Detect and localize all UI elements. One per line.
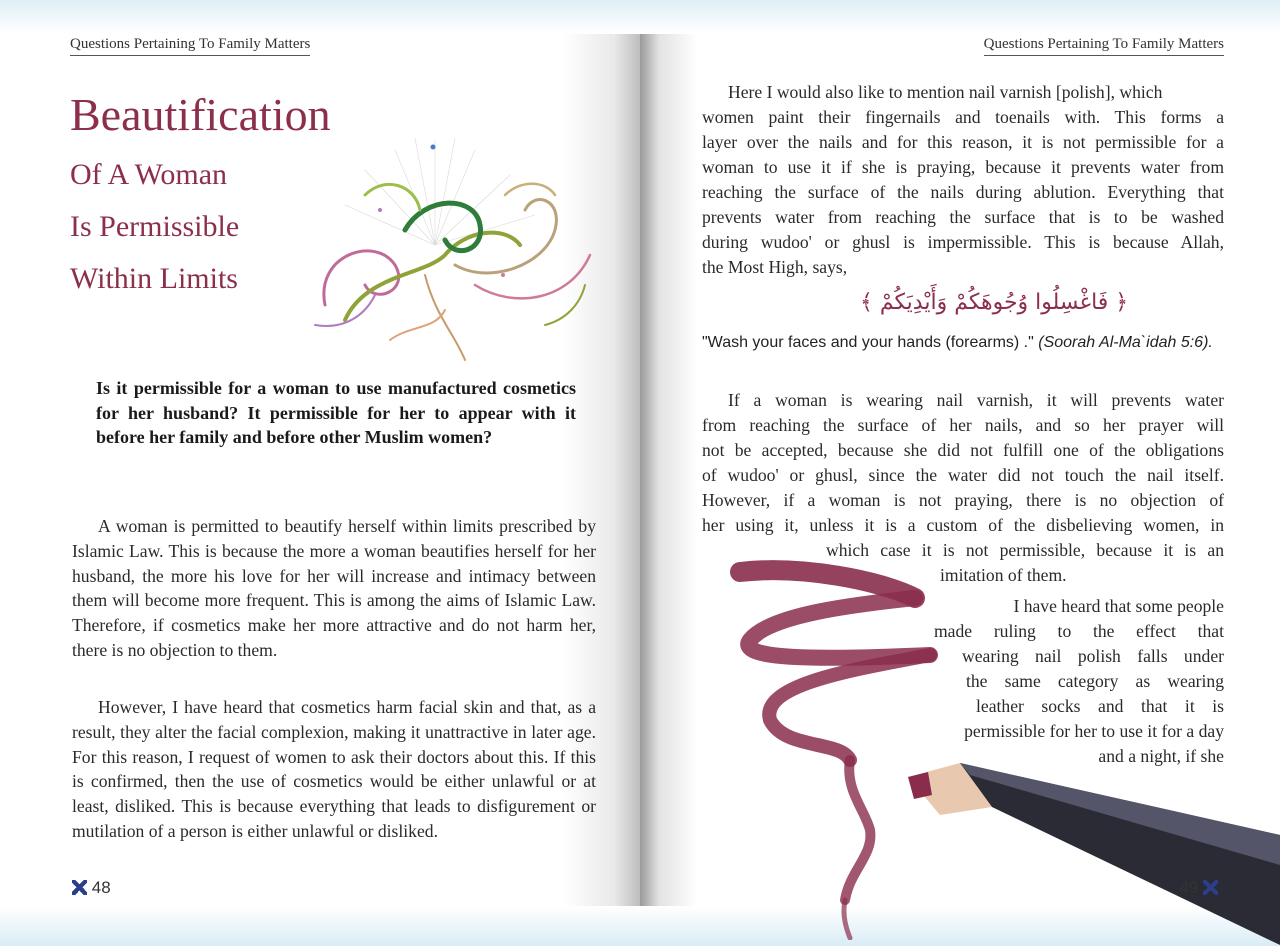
top-band	[640, 0, 1280, 34]
right-page	[640, 0, 1280, 946]
page-number-right	[1179, 878, 1218, 898]
cross-diamond-icon	[72, 880, 87, 895]
para2-line: imitation of them.	[940, 565, 1067, 585]
para2-line: from reaching the surface of her nails, and so her prayer will	[702, 415, 1224, 435]
para2-line: However, if a woman is not praying, there is no objection of	[702, 490, 1224, 510]
para3-line: the same category as wearing	[966, 671, 1224, 691]
page-number-text: 49	[1179, 878, 1199, 897]
para3-line: and a night, if she	[1098, 746, 1224, 766]
answer-paragraph-2: However, I have heard that cosmetics harm facial skin and that, as a result, they alter the facial complexion, making it unattractive in later age. For this reason, I request of women to ask their doctors about this. If this is confirmed, then the use of cosmetics would be either unlawful or at least, disliked. This is because everything that leads to disfigurement or mutilation of a person is either unlawful or disliked.	[72, 697, 596, 841]
para2-line: not be accepted, because she did not fulfill one of the obligations	[702, 440, 1224, 460]
answer-paragraph-1: A woman is permitted to beautify herself within limits prescribed by Islamic Law. This is because the more a woman beautifies herself for her husband, the more his love for her will increase and intimacy between them will become more frequent. This is among the aims of Islamic Law. Therefore, if cosmetics make her more attractive and do not harm her, there is no objection to them.	[72, 516, 596, 660]
para3-line: permissible for her to use it for a day	[964, 721, 1224, 741]
para2-line: of wudoo' or ghusl, since the water did not touch the nail itself.	[702, 465, 1224, 485]
para1-line: Here I would also like to mention nail varnish [polish], which	[728, 82, 1163, 102]
para1-line: reaching the surface of the nails during ablution. Everything that	[702, 182, 1224, 202]
para2-line: If a woman is wearing nail varnish, it will prevents water	[728, 390, 1224, 410]
running-head: Questions Pertaining To Family Matters	[70, 36, 310, 56]
quote-reference: (Soorah Al-Ma`idah 5:6).	[1038, 334, 1213, 351]
para3-line: wearing nail polish falls under	[962, 646, 1224, 666]
para1-line: prevents water from reaching the surface that is to be washed	[702, 207, 1224, 227]
verse-translation	[702, 332, 1222, 354]
chapter-subtitle-line-3: Within Limits	[70, 262, 238, 295]
arabic-verse: ﴿ فَاغْسِلُوا وُجُوهَكُمْ وَأَيْدِيَكُمْ ﴾	[860, 290, 1129, 315]
para1-line: woman to use it if she is praying, because it prevents water from	[702, 157, 1224, 177]
chapter-subtitle-line-1: Of A Woman	[70, 158, 228, 191]
running-head: Questions Pertaining To Family Matters	[984, 36, 1224, 56]
para3-line: made ruling to the effect that	[934, 621, 1224, 641]
para1-line: layer over the nails and for this reason, it is not permissible for a	[702, 132, 1224, 152]
quote-text: "Wash your faces and your hands (forearms) ."	[702, 334, 1034, 351]
para1-line: women paint their fingernails and toenails with. This forms a	[702, 107, 1224, 127]
top-band	[0, 0, 640, 34]
chapter-title: Beautification	[70, 89, 331, 140]
para2-line: which case it is not permissible, because it is an	[826, 540, 1224, 560]
chapter-subtitle-line-2: Is Permissible	[70, 210, 240, 243]
question-text: Is it permissible for a woman to use manufactured cosmetics for her husband? It permissible for her to appear with it before her family and before other Muslim women?	[96, 378, 576, 447]
bottom-band	[0, 906, 640, 946]
floral-swirl-ornament-icon	[305, 135, 605, 370]
para1-line: during wudoo' or ghusl is impermissible. This is because Allah,	[702, 232, 1224, 252]
page-number-left	[72, 878, 111, 898]
page-number-text: 48	[91, 878, 111, 897]
para3-line: leather socks and that it is	[976, 696, 1224, 716]
para2-line: her using it, unless it is a custom of the disbelieving women, in	[702, 515, 1224, 535]
cross-diamond-icon	[1203, 880, 1218, 895]
para1-line: the Most High, says,	[702, 257, 848, 277]
para3-line: I have heard that some people	[1013, 596, 1224, 616]
